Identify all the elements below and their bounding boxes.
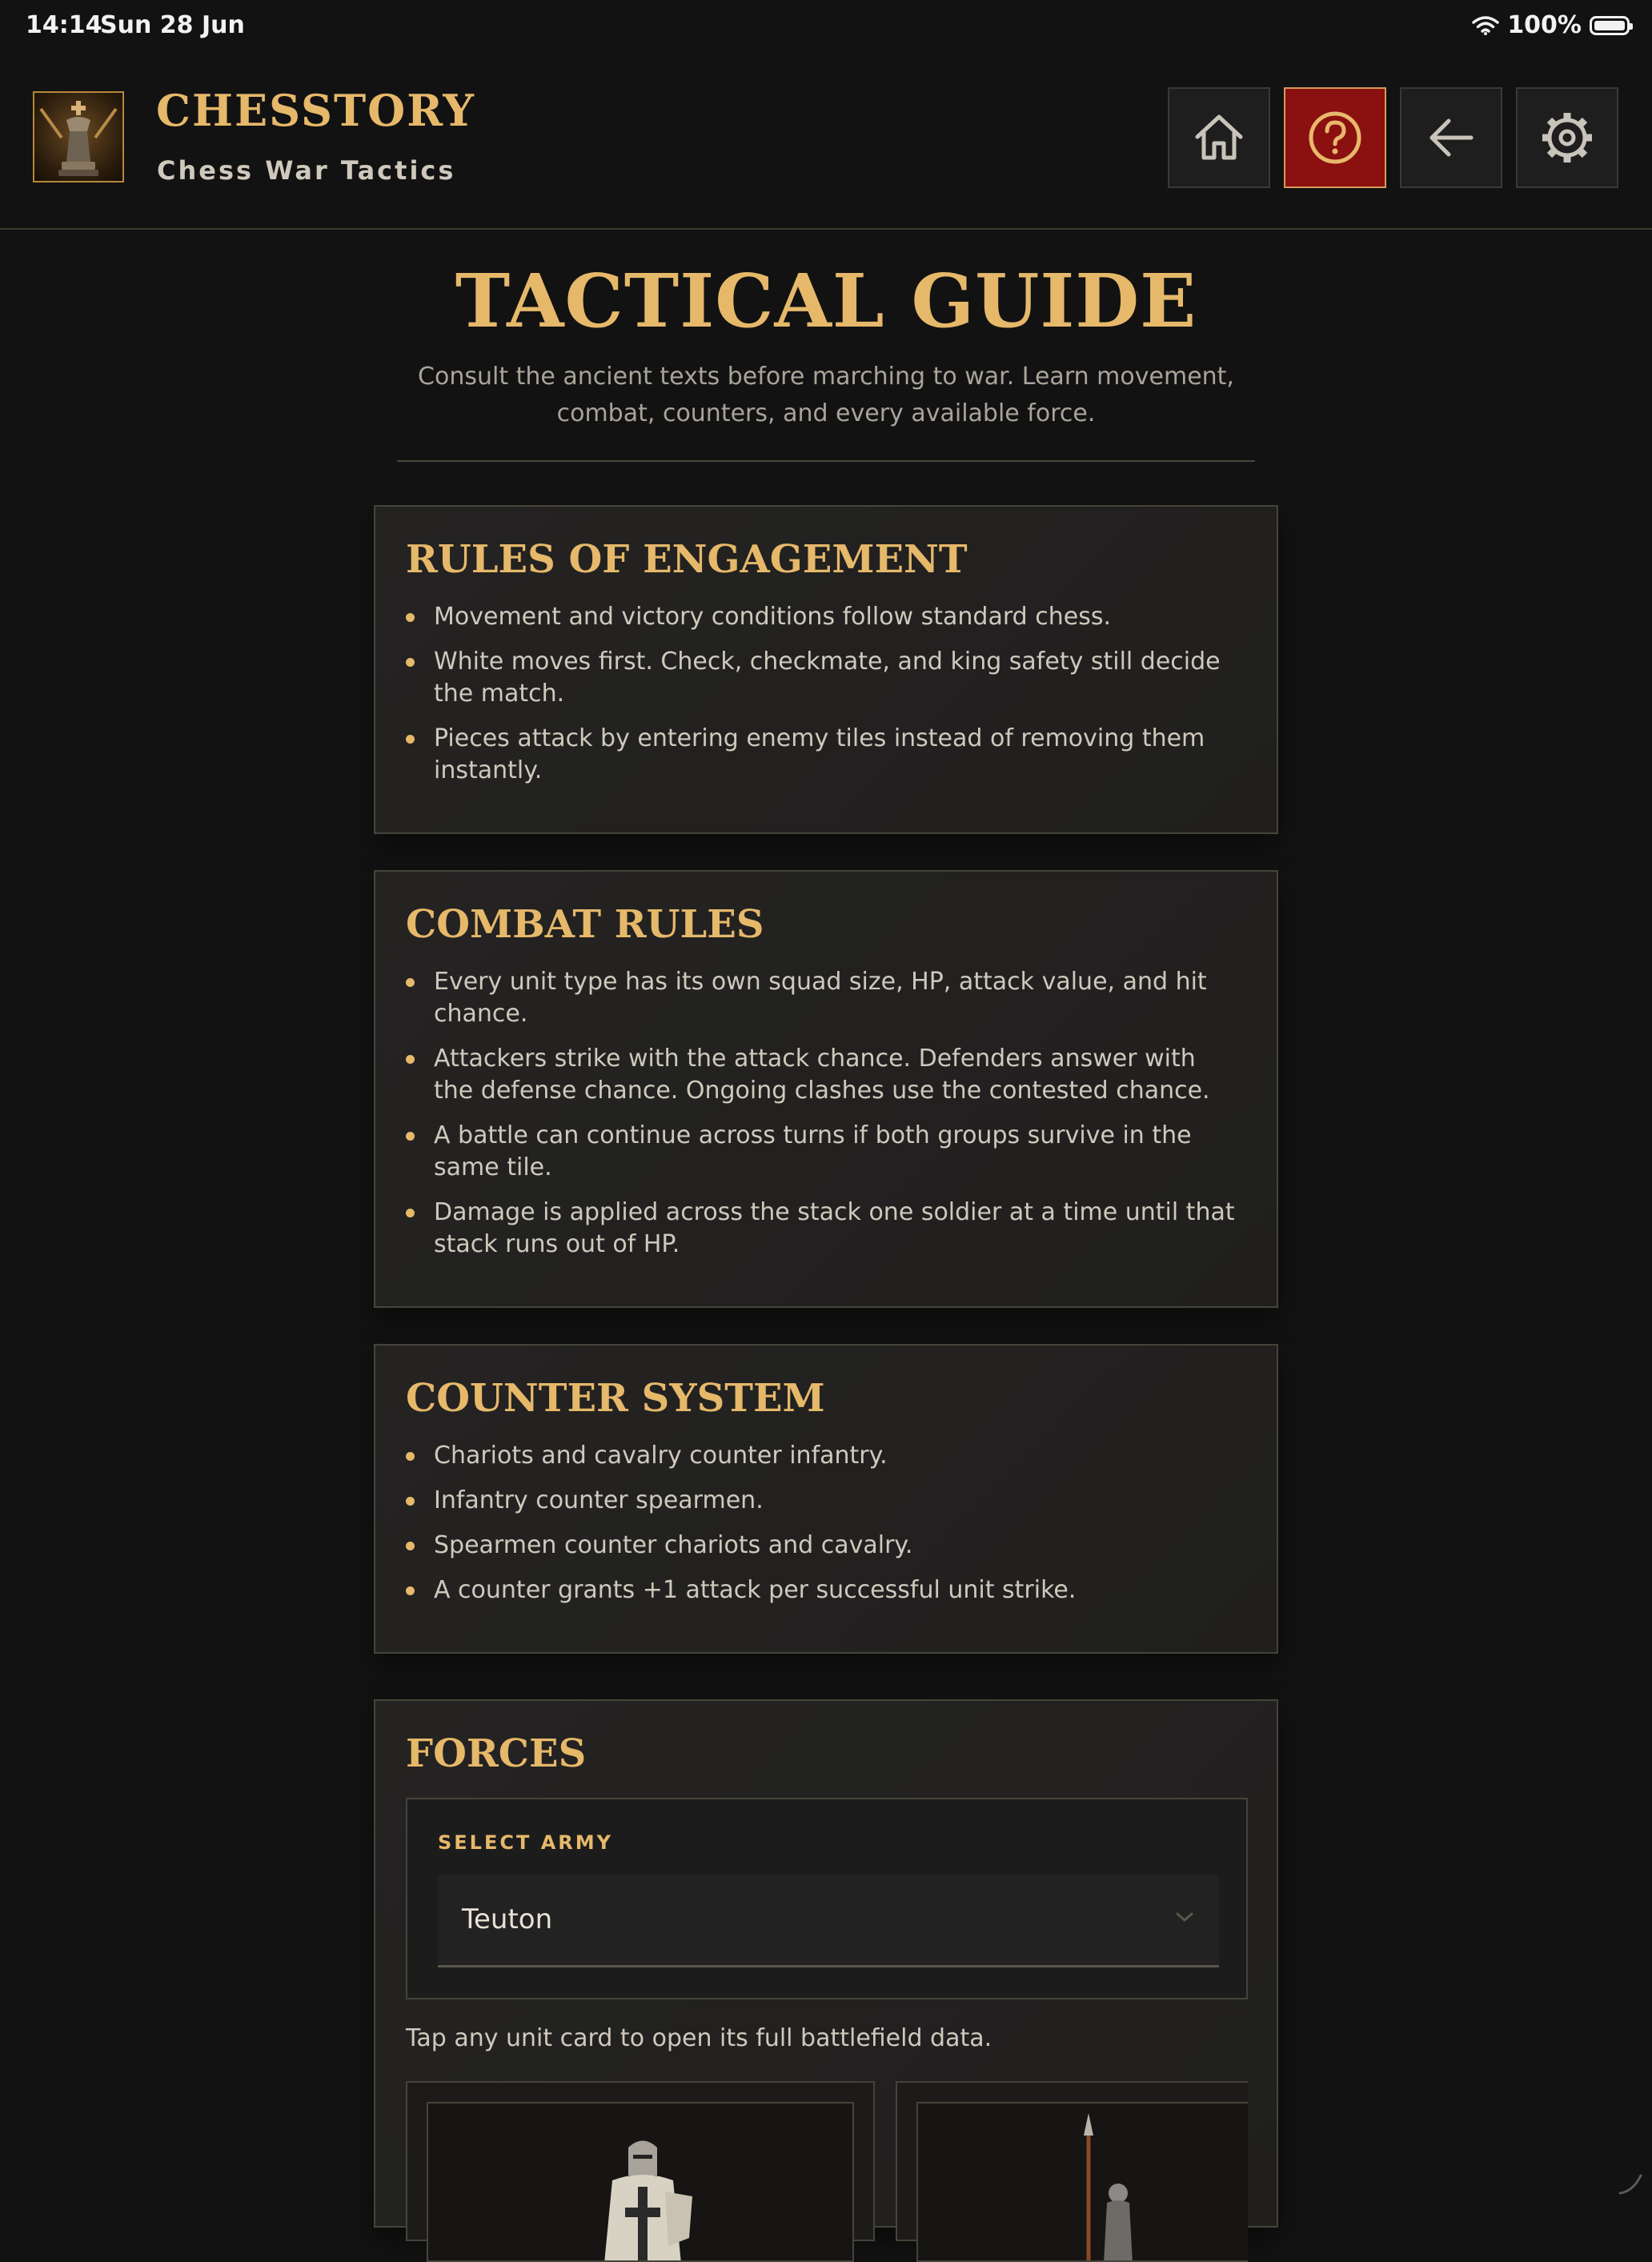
list-item: Spearmen counter chariots and cavalry. xyxy=(406,1530,1238,1562)
combat-rules-card xyxy=(374,870,1278,1308)
status-date: Sun 28 Jun xyxy=(100,11,245,39)
card-title: FORCES xyxy=(406,1731,587,1776)
app-subtitle: Chess War Tactics xyxy=(157,155,456,186)
list-item: Pieces attack by entering enemy tiles instead of removing them instantly. xyxy=(406,723,1238,787)
chess-king-logo-icon xyxy=(34,93,122,181)
list-item: Every unit type has its own squad size, HP, attack value, and hit chance. xyxy=(406,966,1238,1030)
knight-unit-icon xyxy=(428,2104,854,2262)
battery-percent: 100% xyxy=(1507,11,1582,39)
status-time: 14:14 xyxy=(26,11,102,39)
status-bar xyxy=(0,0,1652,51)
list-item: White moves first. Check, checkmate, and king safety still decide the match. xyxy=(406,646,1238,710)
resize-handle-icon xyxy=(1617,2169,1644,2196)
list-item: Damage is applied across the stack one soldier at a time until that stack runs out of HP. xyxy=(406,1197,1238,1261)
counter-list xyxy=(406,1440,1238,1619)
list-item: Attackers strike with the attack chance. Defenders answer with the defense chance. Ongoing clashes use the contested chance. xyxy=(406,1043,1238,1107)
title-divider xyxy=(397,460,1255,462)
home-icon xyxy=(1191,110,1247,166)
counter-system-card xyxy=(374,1344,1278,1654)
rules-of-engagement-card xyxy=(374,505,1278,834)
army-select-value: Teuton xyxy=(462,1903,553,1935)
list-item: Infantry counter spearmen. xyxy=(406,1485,1238,1517)
home-button[interactable] xyxy=(1168,87,1270,188)
forces-card xyxy=(374,1699,1278,2228)
army-select[interactable] xyxy=(438,1875,1219,1967)
page-description: Consult the ancient texts before marching to war. Learn movement, combat, counters, and every available force. xyxy=(418,363,1234,427)
unit-card[interactable] xyxy=(896,2081,1248,2241)
arrow-left-icon xyxy=(1423,110,1479,166)
combat-list xyxy=(406,966,1238,1273)
unit-image xyxy=(916,2102,1248,2262)
back-button[interactable] xyxy=(1400,87,1502,188)
list-item: Movement and victory conditions follow standard chess. xyxy=(406,601,1238,633)
status-right xyxy=(1472,11,1630,39)
settings-button[interactable] xyxy=(1516,87,1618,188)
page-title: TACTICAL GUIDE xyxy=(455,258,1197,344)
forces-hint: Tap any unit card to open its full battlefield data. xyxy=(406,2024,992,2052)
app-title: CHESSTORY xyxy=(156,85,475,136)
app-header xyxy=(0,51,1652,230)
rules-list xyxy=(406,601,1238,800)
unit-image xyxy=(427,2102,854,2262)
army-select-panel xyxy=(406,1798,1248,1999)
card-title: RULES OF ENGAGEMENT xyxy=(406,537,968,582)
list-item: A battle can continue across turns if both groups survive in the same tile. xyxy=(406,1120,1238,1184)
card-title: COUNTER SYSTEM xyxy=(406,1376,825,1421)
unit-card[interactable] xyxy=(406,2081,875,2241)
wifi-icon xyxy=(1472,15,1499,36)
help-circle-icon xyxy=(1305,108,1365,167)
chevron-down-icon xyxy=(1174,1910,1195,1924)
list-item: Chariots and cavalry counter infantry. xyxy=(406,1440,1238,1472)
spearman-unit-icon xyxy=(918,2104,1248,2262)
battery-icon xyxy=(1590,16,1630,35)
list-item: A counter grants +1 attack per successful unit strike. xyxy=(406,1574,1238,1606)
card-title: COMBAT RULES xyxy=(406,902,764,947)
help-button[interactable] xyxy=(1284,87,1386,188)
gear-icon xyxy=(1538,108,1597,167)
select-army-label: SELECT ARMY xyxy=(438,1831,614,1854)
app-logo[interactable] xyxy=(33,91,124,182)
